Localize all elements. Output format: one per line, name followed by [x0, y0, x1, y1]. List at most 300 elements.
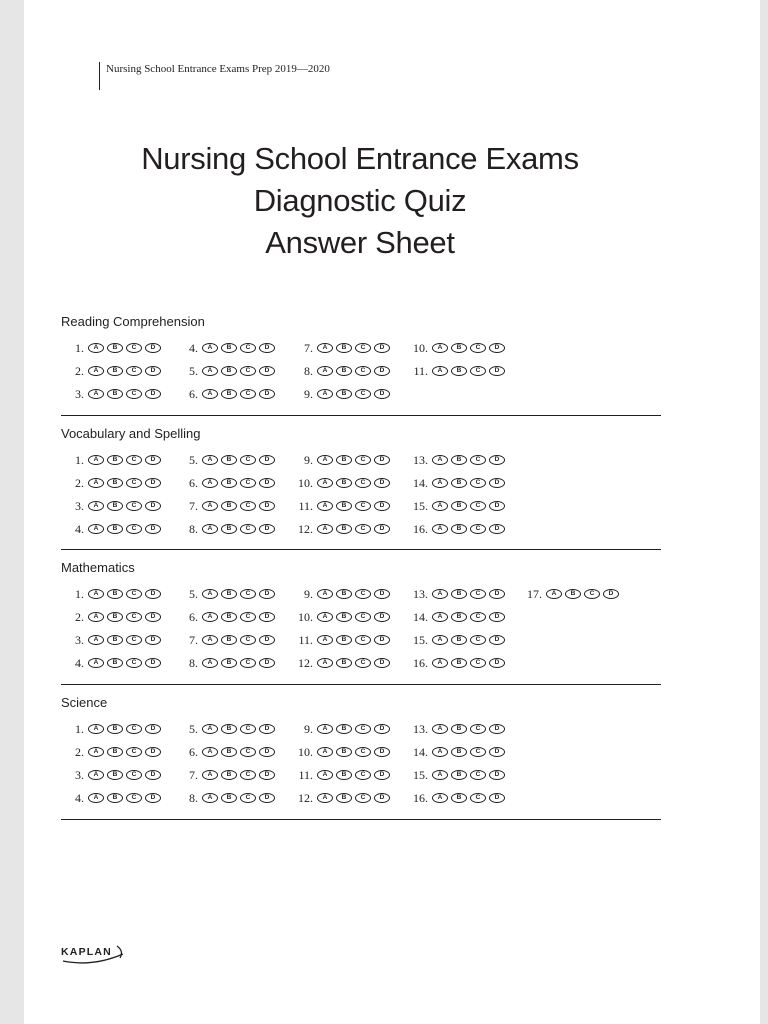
answer-bubble-b[interactable]: B: [336, 524, 352, 534]
answer-bubble-d[interactable]: D: [374, 793, 390, 803]
answer-bubble-b[interactable]: B: [451, 455, 467, 465]
question-row: [61, 476, 164, 490]
answer-bubble-b[interactable]: B: [107, 658, 123, 668]
answer-bubble-b[interactable]: B: [451, 747, 467, 757]
answer-bubble-d[interactable]: D: [145, 478, 161, 488]
answer-bubble-d[interactable]: D: [259, 612, 275, 622]
question-row: [175, 522, 278, 536]
answer-bubble-b[interactable]: B: [107, 724, 123, 734]
answer-bubble-a[interactable]: A: [432, 770, 448, 780]
answer-bubble-a[interactable]: A: [202, 747, 218, 757]
answer-bubble-a[interactable]: A: [432, 524, 448, 534]
answer-bubble-a[interactable]: A: [88, 389, 104, 399]
answer-bubble-b[interactable]: B: [221, 501, 237, 511]
answer-bubble-d[interactable]: D: [489, 793, 505, 803]
answer-bubble-c[interactable]: C: [355, 724, 371, 734]
answer-bubble-a[interactable]: A: [88, 793, 104, 803]
answer-bubble-d[interactable]: D: [489, 612, 505, 622]
question-number: 4.: [75, 790, 84, 805]
question-row: [290, 587, 393, 601]
answer-bubble-b[interactable]: B: [221, 389, 237, 399]
answer-bubble-b[interactable]: B: [451, 478, 467, 488]
answer-bubble-d[interactable]: D: [259, 589, 275, 599]
answer-bubble-d[interactable]: D: [374, 747, 390, 757]
answer-bubble-a[interactable]: A: [317, 366, 333, 376]
answer-bubble-b[interactable]: B: [221, 524, 237, 534]
question-number: 4.: [189, 340, 198, 355]
answer-bubble-b[interactable]: B: [221, 478, 237, 488]
question-row: [290, 791, 393, 805]
answer-bubble-a[interactable]: A: [88, 589, 104, 599]
question-number: 11.: [298, 767, 313, 782]
answer-bubble-b[interactable]: B: [107, 589, 123, 599]
answer-bubble-d[interactable]: D: [374, 770, 390, 780]
answer-bubble-a[interactable]: A: [317, 724, 333, 734]
answer-bubble-b[interactable]: B: [107, 343, 123, 353]
answer-bubble-c[interactable]: C: [355, 524, 371, 534]
question-number: 11.: [298, 498, 313, 513]
answer-bubble-d[interactable]: D: [374, 724, 390, 734]
answer-bubble-c[interactable]: C: [470, 455, 486, 465]
question-number: 8.: [189, 655, 198, 670]
answer-bubble-b[interactable]: B: [221, 747, 237, 757]
question-row: [290, 656, 393, 670]
answer-bubble-c[interactable]: C: [126, 524, 142, 534]
answer-bubble-d[interactable]: D: [489, 770, 505, 780]
answer-bubble-a[interactable]: A: [88, 455, 104, 465]
answer-bubble-b[interactable]: B: [336, 501, 352, 511]
answer-bubble-c[interactable]: C: [126, 501, 142, 511]
answer-bubble-c[interactable]: C: [470, 589, 486, 599]
answer-bubble-a[interactable]: A: [202, 501, 218, 511]
answer-bubble-a[interactable]: A: [432, 343, 448, 353]
answer-bubble-c[interactable]: C: [470, 612, 486, 622]
answer-bubble-d[interactable]: D: [259, 366, 275, 376]
question-number: 2.: [75, 744, 84, 759]
answer-bubble-c[interactable]: C: [355, 747, 371, 757]
answer-bubble-d[interactable]: D: [374, 501, 390, 511]
answer-bubble-a[interactable]: A: [432, 501, 448, 511]
answer-bubble-a[interactable]: A: [88, 747, 104, 757]
question-number: 8.: [189, 790, 198, 805]
question-row: [290, 522, 393, 536]
answer-bubble-d[interactable]: D: [259, 770, 275, 780]
answer-bubble-d[interactable]: D: [145, 612, 161, 622]
answer-bubble-a[interactable]: A: [432, 455, 448, 465]
answer-bubble-b[interactable]: B: [336, 478, 352, 488]
answer-bubble-a[interactable]: A: [432, 478, 448, 488]
answer-bubble-b[interactable]: B: [221, 366, 237, 376]
logo-text: KAPLAN: [61, 946, 112, 958]
answer-bubble-c[interactable]: C: [240, 389, 256, 399]
question-number: 15.: [413, 767, 428, 782]
question-number: 10.: [413, 340, 428, 355]
answer-bubble-b[interactable]: B: [336, 389, 352, 399]
answer-bubble-c[interactable]: C: [470, 524, 486, 534]
answer-bubble-b[interactable]: B: [336, 612, 352, 622]
answer-bubble-b[interactable]: B: [336, 793, 352, 803]
answer-bubble-b[interactable]: B: [107, 455, 123, 465]
answer-bubble-d[interactable]: D: [145, 724, 161, 734]
answer-bubble-b[interactable]: B: [221, 724, 237, 734]
answer-bubble-c[interactable]: C: [240, 343, 256, 353]
answer-bubble-b[interactable]: B: [221, 658, 237, 668]
question-row: [61, 745, 164, 759]
answer-bubble-c[interactable]: C: [126, 793, 142, 803]
answer-bubble-a[interactable]: A: [88, 524, 104, 534]
answer-bubble-a[interactable]: A: [432, 589, 448, 599]
answer-bubble-a[interactable]: A: [88, 658, 104, 668]
answer-bubble-a[interactable]: A: [432, 724, 448, 734]
question-number: 11.: [298, 632, 313, 647]
answer-bubble-d[interactable]: D: [259, 455, 275, 465]
answer-bubble-b[interactable]: B: [221, 793, 237, 803]
answer-bubble-d[interactable]: D: [259, 724, 275, 734]
answer-bubble-b[interactable]: B: [221, 770, 237, 780]
answer-bubble-d[interactable]: D: [145, 389, 161, 399]
question-row: [61, 722, 164, 736]
answer-bubble-c[interactable]: C: [240, 747, 256, 757]
answer-bubble-c[interactable]: C: [126, 635, 142, 645]
answer-bubble-b[interactable]: B: [336, 658, 352, 668]
answer-bubble-c[interactable]: C: [240, 793, 256, 803]
answer-bubble-d[interactable]: D: [489, 724, 505, 734]
answer-bubble-a[interactable]: A: [432, 612, 448, 622]
answer-bubble-a[interactable]: A: [317, 747, 333, 757]
answer-bubble-b[interactable]: B: [336, 635, 352, 645]
answer-bubble-b[interactable]: B: [107, 747, 123, 757]
answer-bubble-a[interactable]: A: [88, 635, 104, 645]
answer-bubble-a[interactable]: A: [202, 770, 218, 780]
question-row: [61, 768, 164, 782]
question-number: 15.: [413, 632, 428, 647]
answer-bubble-c[interactable]: C: [126, 478, 142, 488]
question-number: 13.: [413, 586, 428, 601]
question-row: [175, 453, 278, 467]
answer-bubble-d[interactable]: D: [374, 478, 390, 488]
answer-bubble-a[interactable]: A: [88, 366, 104, 376]
question-row: [175, 745, 278, 759]
answer-bubble-c[interactable]: C: [355, 343, 371, 353]
answer-bubble-c[interactable]: C: [355, 366, 371, 376]
answer-bubble-a[interactable]: A: [432, 658, 448, 668]
answer-bubble-a[interactable]: A: [202, 524, 218, 534]
answer-bubble-a[interactable]: A: [317, 635, 333, 645]
answer-bubble-d[interactable]: D: [603, 589, 619, 599]
question-row: [405, 722, 508, 736]
answer-bubble-c[interactable]: C: [355, 770, 371, 780]
answer-bubble-c[interactable]: C: [355, 478, 371, 488]
question-number: 3.: [75, 767, 84, 782]
answer-bubble-c[interactable]: C: [355, 589, 371, 599]
question-row: [61, 341, 164, 355]
answer-bubble-b[interactable]: B: [451, 770, 467, 780]
answer-bubble-c[interactable]: C: [355, 455, 371, 465]
answer-bubble-c[interactable]: C: [240, 635, 256, 645]
answer-bubble-d[interactable]: D: [145, 524, 161, 534]
section-title: Vocabulary and Spelling: [61, 426, 201, 441]
answer-bubble-c[interactable]: C: [355, 635, 371, 645]
question-number: 9.: [304, 452, 313, 467]
question-row: [61, 453, 164, 467]
answer-bubble-c[interactable]: C: [240, 478, 256, 488]
answer-bubble-d[interactable]: D: [374, 658, 390, 668]
answer-bubble-c[interactable]: C: [240, 455, 256, 465]
answer-sheet-page: [24, 0, 760, 1024]
answer-bubble-c[interactable]: C: [126, 612, 142, 622]
answer-bubble-d[interactable]: D: [489, 658, 505, 668]
answer-bubble-b[interactable]: B: [336, 770, 352, 780]
answer-bubble-c[interactable]: C: [470, 724, 486, 734]
answer-bubble-c[interactable]: C: [126, 770, 142, 780]
answer-bubble-b[interactable]: B: [336, 343, 352, 353]
answer-bubble-a[interactable]: A: [202, 366, 218, 376]
answer-bubble-b[interactable]: B: [336, 747, 352, 757]
answer-bubble-d[interactable]: D: [374, 343, 390, 353]
answer-bubble-d[interactable]: D: [259, 389, 275, 399]
answer-bubble-b[interactable]: B: [107, 524, 123, 534]
answer-bubble-c[interactable]: C: [355, 612, 371, 622]
answer-bubble-d[interactable]: D: [259, 658, 275, 668]
answer-bubble-c[interactable]: C: [355, 389, 371, 399]
answer-bubble-b[interactable]: B: [107, 366, 123, 376]
answer-bubble-d[interactable]: D: [489, 455, 505, 465]
question-number: 11.: [413, 363, 428, 378]
answer-bubble-b[interactable]: B: [221, 589, 237, 599]
answer-bubble-b[interactable]: B: [336, 724, 352, 734]
answer-bubble-c[interactable]: C: [126, 366, 142, 376]
answer-bubble-b[interactable]: B: [565, 589, 581, 599]
answer-bubble-b[interactable]: B: [451, 589, 467, 599]
answer-bubble-a[interactable]: A: [317, 770, 333, 780]
answer-bubble-b[interactable]: B: [451, 524, 467, 534]
answer-bubble-c[interactable]: C: [470, 793, 486, 803]
question-number: 6.: [189, 475, 198, 490]
answer-bubble-c[interactable]: C: [240, 612, 256, 622]
answer-bubble-c[interactable]: C: [470, 343, 486, 353]
answer-bubble-a[interactable]: A: [202, 724, 218, 734]
question-number: 1.: [75, 586, 84, 601]
question-number: 12.: [298, 521, 313, 536]
answer-bubble-a[interactable]: A: [432, 793, 448, 803]
answer-bubble-d[interactable]: D: [489, 747, 505, 757]
answer-bubble-d[interactable]: D: [489, 635, 505, 645]
question-number: 9.: [304, 721, 313, 736]
answer-bubble-c[interactable]: C: [126, 389, 142, 399]
answer-bubble-b[interactable]: B: [107, 389, 123, 399]
answer-bubble-b[interactable]: B: [451, 366, 467, 376]
answer-bubble-a[interactable]: A: [317, 501, 333, 511]
answer-bubble-a[interactable]: A: [202, 478, 218, 488]
answer-bubble-c[interactable]: C: [470, 366, 486, 376]
answer-bubble-b[interactable]: B: [221, 635, 237, 645]
answer-bubble-b[interactable]: B: [336, 366, 352, 376]
answer-bubble-d[interactable]: D: [145, 658, 161, 668]
question-row: [405, 364, 508, 378]
answer-bubble-b[interactable]: B: [107, 635, 123, 645]
answer-bubble-a[interactable]: A: [317, 389, 333, 399]
answer-bubble-d[interactable]: D: [145, 589, 161, 599]
answer-bubble-d[interactable]: D: [489, 589, 505, 599]
answer-bubble-a[interactable]: A: [202, 389, 218, 399]
answer-bubble-a[interactable]: A: [317, 589, 333, 599]
question-row: [290, 768, 393, 782]
answer-bubble-d[interactable]: D: [145, 770, 161, 780]
answer-bubble-b[interactable]: B: [451, 658, 467, 668]
question-number: 7.: [189, 767, 198, 782]
answer-bubble-d[interactable]: D: [374, 389, 390, 399]
answer-bubble-b[interactable]: B: [107, 770, 123, 780]
answer-bubble-c[interactable]: C: [470, 635, 486, 645]
answer-bubble-a[interactable]: A: [88, 501, 104, 511]
answer-bubble-d[interactable]: D: [374, 366, 390, 376]
answer-bubble-c[interactable]: C: [126, 589, 142, 599]
answer-bubble-b[interactable]: B: [451, 793, 467, 803]
answer-bubble-d[interactable]: D: [374, 589, 390, 599]
answer-bubble-d[interactable]: D: [259, 524, 275, 534]
answer-bubble-a[interactable]: A: [88, 724, 104, 734]
answer-bubble-b[interactable]: B: [107, 793, 123, 803]
answer-bubble-c[interactable]: C: [126, 455, 142, 465]
answer-bubble-c[interactable]: C: [355, 501, 371, 511]
answer-bubble-a[interactable]: A: [546, 589, 562, 599]
answer-bubble-a[interactable]: A: [432, 747, 448, 757]
answer-bubble-a[interactable]: A: [202, 343, 218, 353]
answer-bubble-d[interactable]: D: [145, 793, 161, 803]
question-number: 12.: [298, 655, 313, 670]
answer-bubble-d[interactable]: D: [374, 455, 390, 465]
answer-bubble-d[interactable]: D: [145, 501, 161, 511]
answer-bubble-d[interactable]: D: [374, 612, 390, 622]
answer-bubble-a[interactable]: A: [317, 478, 333, 488]
answer-bubble-c[interactable]: C: [240, 724, 256, 734]
answer-bubble-c[interactable]: C: [240, 770, 256, 780]
answer-bubble-d[interactable]: D: [489, 501, 505, 511]
question-row: [175, 791, 278, 805]
answer-bubble-c[interactable]: C: [240, 501, 256, 511]
answer-bubble-c[interactable]: C: [470, 770, 486, 780]
question-row: [61, 364, 164, 378]
answer-bubble-c[interactable]: C: [126, 343, 142, 353]
answer-bubble-b[interactable]: B: [451, 724, 467, 734]
answer-bubble-b[interactable]: B: [107, 612, 123, 622]
answer-bubble-d[interactable]: D: [489, 478, 505, 488]
question-number: 4.: [75, 655, 84, 670]
answer-bubble-c[interactable]: C: [240, 658, 256, 668]
answer-bubble-d[interactable]: D: [259, 747, 275, 757]
answer-bubble-d[interactable]: D: [145, 366, 161, 376]
answer-bubble-d[interactable]: D: [145, 635, 161, 645]
answer-bubble-b[interactable]: B: [107, 478, 123, 488]
answer-bubble-a[interactable]: A: [317, 343, 333, 353]
question-number: 1.: [75, 340, 84, 355]
answer-bubble-d[interactable]: D: [489, 343, 505, 353]
answer-bubble-d[interactable]: D: [259, 793, 275, 803]
answer-bubble-a[interactable]: A: [432, 635, 448, 645]
answer-bubble-a[interactable]: A: [88, 612, 104, 622]
answer-bubble-b[interactable]: B: [336, 589, 352, 599]
answer-bubble-c[interactable]: C: [240, 589, 256, 599]
answer-bubble-a[interactable]: A: [202, 612, 218, 622]
answer-bubble-a[interactable]: A: [317, 612, 333, 622]
answer-bubble-b[interactable]: B: [107, 501, 123, 511]
question-row: [175, 768, 278, 782]
answer-bubble-d[interactable]: D: [259, 635, 275, 645]
answer-bubble-b[interactable]: B: [451, 343, 467, 353]
question-row: [175, 341, 278, 355]
answer-bubble-c[interactable]: C: [470, 747, 486, 757]
answer-bubble-a[interactable]: A: [317, 793, 333, 803]
question-number: 10.: [298, 609, 313, 624]
answer-bubble-a[interactable]: A: [88, 770, 104, 780]
question-number: 13.: [413, 721, 428, 736]
answer-bubble-c[interactable]: C: [126, 747, 142, 757]
answer-bubble-c[interactable]: C: [240, 366, 256, 376]
answer-bubble-c[interactable]: C: [355, 793, 371, 803]
question-row: [175, 499, 278, 513]
answer-bubble-b[interactable]: B: [221, 455, 237, 465]
answer-bubble-c[interactable]: C: [126, 724, 142, 734]
answer-bubble-d[interactable]: D: [374, 635, 390, 645]
answer-bubble-d[interactable]: D: [259, 343, 275, 353]
answer-bubble-a[interactable]: A: [202, 635, 218, 645]
answer-bubble-a[interactable]: A: [202, 455, 218, 465]
question-number: 14.: [413, 744, 428, 759]
answer-bubble-c[interactable]: C: [126, 658, 142, 668]
question-row: [405, 453, 508, 467]
answer-bubble-a[interactable]: A: [317, 524, 333, 534]
answer-bubble-a[interactable]: A: [317, 455, 333, 465]
answer-bubble-c[interactable]: C: [355, 658, 371, 668]
running-head: Nursing School Entrance Exams Prep 2019—2020: [99, 62, 330, 90]
answer-bubble-a[interactable]: A: [432, 366, 448, 376]
answer-bubble-b[interactable]: B: [451, 635, 467, 645]
question-row: [405, 656, 508, 670]
answer-bubble-a[interactable]: A: [88, 343, 104, 353]
answer-bubble-d[interactable]: D: [489, 366, 505, 376]
answer-bubble-b[interactable]: B: [221, 612, 237, 622]
answer-bubble-c[interactable]: C: [470, 501, 486, 511]
answer-bubble-b[interactable]: B: [221, 343, 237, 353]
answer-bubble-c[interactable]: C: [470, 478, 486, 488]
answer-bubble-b[interactable]: B: [336, 455, 352, 465]
answer-bubble-b[interactable]: B: [451, 612, 467, 622]
answer-bubble-d[interactable]: D: [145, 343, 161, 353]
title-line-3: Answer Sheet: [265, 225, 455, 260]
answer-bubble-a[interactable]: A: [202, 793, 218, 803]
question-number: 4.: [75, 521, 84, 536]
answer-bubble-d[interactable]: D: [259, 478, 275, 488]
answer-bubble-b[interactable]: B: [451, 501, 467, 511]
answer-bubble-d[interactable]: D: [259, 501, 275, 511]
answer-bubble-a[interactable]: A: [202, 658, 218, 668]
question-number: 1.: [75, 721, 84, 736]
answer-bubble-a[interactable]: A: [317, 658, 333, 668]
question-row: [61, 610, 164, 624]
answer-bubble-c[interactable]: C: [240, 524, 256, 534]
answer-bubble-c[interactable]: C: [584, 589, 600, 599]
answer-bubble-a[interactable]: A: [88, 478, 104, 488]
answer-bubble-d[interactable]: D: [374, 524, 390, 534]
answer-bubble-d[interactable]: D: [145, 455, 161, 465]
answer-bubble-c[interactable]: C: [470, 658, 486, 668]
answer-bubble-a[interactable]: A: [202, 589, 218, 599]
question-number: 16.: [413, 790, 428, 805]
answer-bubble-d[interactable]: D: [145, 747, 161, 757]
question-row: [175, 387, 278, 401]
question-number: 3.: [75, 386, 84, 401]
answer-bubble-d[interactable]: D: [489, 524, 505, 534]
